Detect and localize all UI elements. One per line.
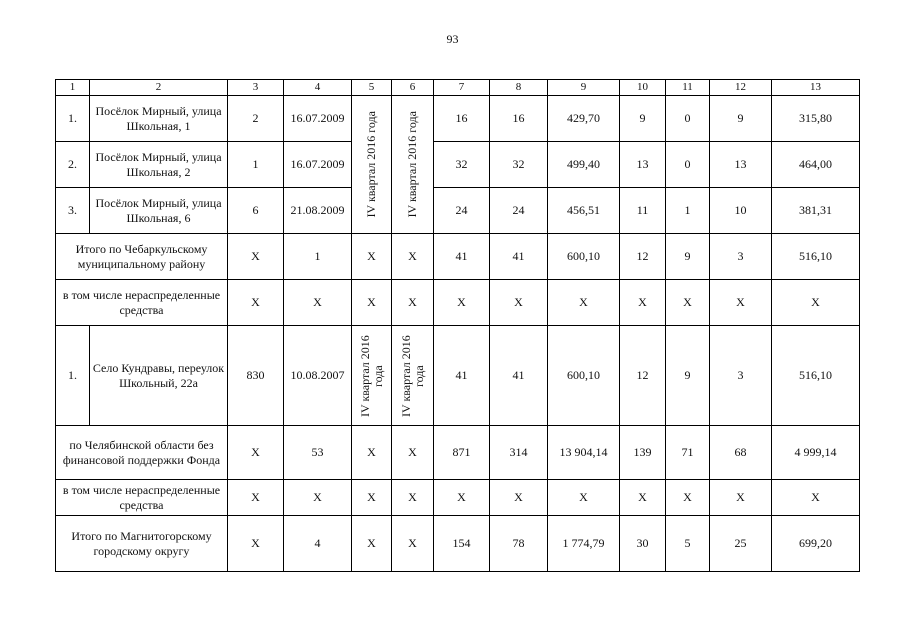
table-cell: 2	[228, 96, 284, 142]
table-cell: X	[548, 480, 620, 516]
table-cell: X	[352, 426, 392, 480]
quarter-cell	[392, 326, 434, 426]
address-cell: Село Кундравы, переулок Школьный, 22а	[90, 326, 228, 426]
table-cell: X	[228, 516, 284, 572]
table-cell: 9	[710, 96, 772, 142]
header-cell: 2	[90, 80, 228, 96]
table-cell: X	[284, 280, 352, 326]
table-cell: 13	[710, 142, 772, 188]
header-cell: 9	[548, 80, 620, 96]
table-cell: 6	[228, 188, 284, 234]
table-cell: 32	[490, 142, 548, 188]
table-cell: 600,10	[548, 326, 620, 426]
header-cell: 4	[284, 80, 352, 96]
table-cell: 41	[490, 326, 548, 426]
total-row	[56, 234, 860, 280]
table-cell: 24	[490, 188, 548, 234]
table-cell: X	[228, 234, 284, 280]
table-cell: X	[710, 280, 772, 326]
table-cell: 41	[434, 326, 490, 426]
address-cell: Посёлок Мирный, улица Школьная, 2	[90, 142, 228, 188]
page-number: 93	[446, 32, 459, 46]
table-cell: 3	[710, 234, 772, 280]
header-cell: 6	[392, 80, 434, 96]
table-cell: X	[352, 234, 392, 280]
table-cell: 314	[490, 426, 548, 480]
table-cell: X	[548, 280, 620, 326]
total-label: по Челябинской области без финансовой поддержки Фонда	[56, 426, 228, 480]
row-number: 2.	[56, 142, 90, 188]
table-cell: 381,31	[772, 188, 860, 234]
table-cell: 78	[490, 516, 548, 572]
subtotal-row	[56, 280, 860, 326]
total-row	[56, 516, 860, 572]
table-cell: X	[620, 280, 666, 326]
quarter-text: IV квартал 2016 года	[398, 334, 426, 417]
table-cell: 0	[666, 96, 710, 142]
quarter-cell	[352, 96, 392, 234]
total-label: Итого по Магнитогорскому городскому округу	[56, 516, 228, 572]
table-cell: X	[392, 280, 434, 326]
address-cell: Посёлок Мирный, улица Школьная, 6	[90, 188, 228, 234]
column-number-row	[56, 80, 860, 96]
total-row	[56, 426, 860, 480]
table-cell: X	[620, 480, 666, 516]
header-cell: 12	[710, 80, 772, 96]
table-row	[56, 96, 860, 142]
table-cell: 9	[666, 234, 710, 280]
header-cell: 13	[772, 80, 860, 96]
header-cell: 3	[228, 80, 284, 96]
table-cell: 4 999,14	[772, 426, 860, 480]
subtotal-row	[56, 480, 860, 516]
table-cell: X	[772, 280, 860, 326]
table-cell: X	[490, 480, 548, 516]
table-cell: 5	[666, 516, 710, 572]
table-cell: 1	[666, 188, 710, 234]
table-cell: 1	[228, 142, 284, 188]
table-cell: 11	[620, 188, 666, 234]
quarter-text: IV квартал 2016 года	[364, 111, 378, 218]
table-cell: 1 774,79	[548, 516, 620, 572]
table-cell: X	[284, 480, 352, 516]
table-cell: X	[392, 426, 434, 480]
table-cell: X	[490, 280, 548, 326]
table-cell: 871	[434, 426, 490, 480]
subtotal-label: в том числе нераспределенные средства	[56, 480, 228, 516]
table-cell: X	[228, 280, 284, 326]
header-cell: 1	[56, 80, 90, 96]
table-cell: X	[434, 280, 490, 326]
table-cell: 3	[710, 326, 772, 426]
table-cell: 9	[620, 96, 666, 142]
table-cell: 429,70	[548, 96, 620, 142]
table-cell: 0	[666, 142, 710, 188]
table-cell: 30	[620, 516, 666, 572]
row-number: 1.	[56, 326, 90, 426]
table-cell: 13	[620, 142, 666, 188]
table-cell: 68	[710, 426, 772, 480]
table-cell: 464,00	[772, 142, 860, 188]
table-cell: 41	[490, 234, 548, 280]
table-cell: 10	[710, 188, 772, 234]
table-cell: 32	[434, 142, 490, 188]
table-cell: 830	[228, 326, 284, 426]
table-cell: 12	[620, 326, 666, 426]
table-cell: 154	[434, 516, 490, 572]
table-cell: 315,80	[772, 96, 860, 142]
table-cell: X	[228, 426, 284, 480]
table-cell: X	[392, 234, 434, 280]
table-cell: 1	[284, 234, 352, 280]
housing-table	[55, 79, 860, 572]
table-row	[56, 142, 860, 188]
header-cell: 8	[490, 80, 548, 96]
header-cell: 10	[620, 80, 666, 96]
table-cell: 16	[434, 96, 490, 142]
date-cell: 10.08.2007	[284, 326, 352, 426]
row-number: 1.	[56, 96, 90, 142]
table-cell: 53	[284, 426, 352, 480]
header-cell: 7	[434, 80, 490, 96]
row-number: 3.	[56, 188, 90, 234]
date-cell: 21.08.2009	[284, 188, 352, 234]
table-cell: 9	[666, 326, 710, 426]
table-cell: 516,10	[772, 326, 860, 426]
table-cell: 699,20	[772, 516, 860, 572]
table-cell: X	[666, 480, 710, 516]
table-cell: X	[352, 516, 392, 572]
table-cell: 12	[620, 234, 666, 280]
table-cell: X	[434, 480, 490, 516]
header-cell: 11	[666, 80, 710, 96]
table-row	[56, 188, 860, 234]
subtotal-label: в том числе нераспределенные средства	[56, 280, 228, 326]
table-cell: X	[392, 516, 434, 572]
table-cell: X	[228, 480, 284, 516]
quarter-cell	[352, 326, 392, 426]
table-cell: 13 904,14	[548, 426, 620, 480]
table-cell: X	[772, 480, 860, 516]
table-cell: X	[392, 480, 434, 516]
quarter-text: IV квартал 2016 года	[405, 111, 419, 218]
table-cell: 516,10	[772, 234, 860, 280]
table-cell: 16	[490, 96, 548, 142]
total-label: Итого по Чебаркульскому муниципальному району	[56, 234, 228, 280]
table-cell: 600,10	[548, 234, 620, 280]
date-cell: 16.07.2009	[284, 142, 352, 188]
address-cell: Посёлок Мирный, улица Школьная, 1	[90, 96, 228, 142]
date-cell: 16.07.2009	[284, 96, 352, 142]
quarter-text: IV квартал 2016 года	[357, 334, 385, 417]
table-cell: 456,51	[548, 188, 620, 234]
table-cell: 25	[710, 516, 772, 572]
table-cell: 139	[620, 426, 666, 480]
table-cell: X	[710, 480, 772, 516]
table-cell: 499,40	[548, 142, 620, 188]
table-cell: 4	[284, 516, 352, 572]
table-row	[56, 326, 860, 426]
table-cell: 41	[434, 234, 490, 280]
table-cell: X	[352, 280, 392, 326]
table-cell: 71	[666, 426, 710, 480]
table-cell: 24	[434, 188, 490, 234]
header-cell: 5	[352, 80, 392, 96]
quarter-cell	[392, 96, 434, 234]
table-cell: X	[352, 480, 392, 516]
table-cell: X	[666, 280, 710, 326]
